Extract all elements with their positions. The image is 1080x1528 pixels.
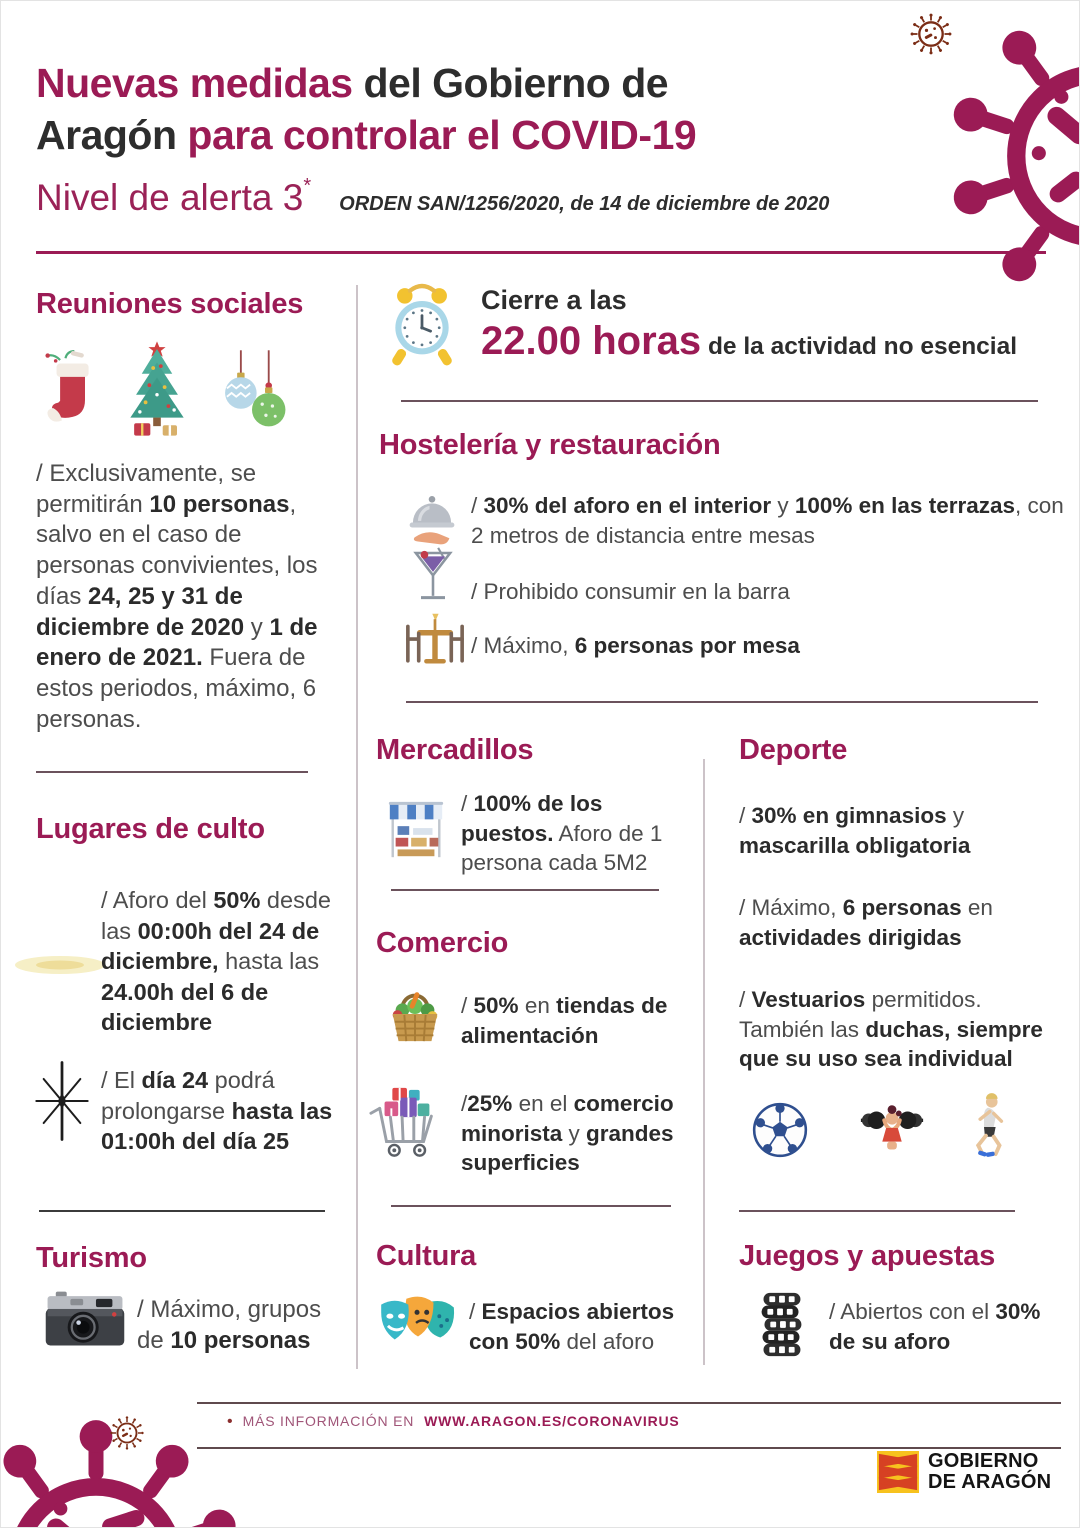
title-line-1 [36, 58, 696, 110]
christmas-icons-row [37, 339, 291, 439]
table-chairs-icon [397, 611, 473, 669]
section-title-deporte: Deporte [739, 734, 848, 766]
divider [391, 889, 659, 891]
header-rule [36, 251, 1046, 254]
christmas-ornaments-icon [213, 347, 291, 439]
logo-line-1: GOBIERNO [928, 1450, 1039, 1472]
title-accent-1: Nuevas medidas [36, 60, 353, 107]
cultura-item: / Espacios abiertos con 50% del aforo [469, 1299, 675, 1354]
turismo-item: / Máximo, grupos de 10 personas [137, 1296, 322, 1355]
bullet-icon: • [227, 1413, 233, 1430]
comercio-item-1: / 50% en tiendas de alimentación [461, 993, 668, 1048]
order-reference: ORDEN SAN/1256/2020, de 14 de diciembre de 2020 [339, 193, 830, 215]
alert-level: Nivel de alerta 3* [36, 175, 312, 218]
closure-line-2 [481, 319, 1017, 364]
serving-dish-icon [403, 487, 461, 553]
cocktail-icon [409, 545, 457, 609]
hosteleria-item-1: / 30% del aforo en el interior y 100% en las terrazas, con 2 metros de distancia entre mesas [471, 493, 1064, 548]
soccer-ball-icon [749, 1099, 811, 1161]
christmas-stocking-icon [37, 345, 101, 439]
christmas-tree-icon [117, 339, 197, 439]
logo-line-2: DE ARAGÓN [928, 1471, 1052, 1493]
closure-banner [481, 285, 1017, 364]
closure-time: 22.00 horas [481, 319, 702, 363]
footer-rule-bottom [197, 1447, 1061, 1449]
column-divider [703, 759, 705, 1365]
logo-text [928, 1451, 1051, 1493]
alert-level-row [36, 175, 829, 219]
section-title-hosteleria: Hostelería y restauración [379, 429, 721, 461]
coronavirus-small-icon [904, 7, 958, 61]
hosteleria-item-3: / Máximo, 6 personas por mesa [471, 633, 800, 658]
deporte-item-1: / 30% en gimnasios y mascarilla obligatoria [739, 803, 971, 858]
section-title-cultura: Cultura [376, 1240, 477, 1272]
closure-suffix: de la actividad no esencial [701, 333, 1018, 360]
footer-rule-top [197, 1402, 1061, 1404]
footer-info [227, 1413, 680, 1431]
comercio-item-2: /25% en el comercio minorista y grandes superficies [461, 1091, 674, 1176]
weightlifting-icon [857, 1095, 927, 1165]
divider [401, 400, 1038, 402]
theater-masks-icon [377, 1291, 459, 1353]
coronavirus-icon [943, 1, 1080, 311]
deporte-item-3: / Vestuarios permitidos. También las duchas, siempre que su uso sea individual [739, 987, 1043, 1072]
section-title-reuniones: Reuniones sociales [36, 288, 304, 320]
page-title [36, 58, 696, 161]
divider [406, 701, 1038, 703]
camera-icon [43, 1287, 127, 1351]
coronavirus-small-icon [105, 1411, 149, 1455]
section-title-turismo: Turismo [36, 1242, 147, 1274]
alarm-clock-icon [379, 283, 465, 369]
divider [391, 1205, 671, 1207]
juegos-item: / Abiertos con el 30% de su aforo [829, 1299, 1041, 1354]
reuniones-text: / Exclusivamente, se permitirán 10 personas, salvo en el caso de personas convivientes, los días 24, 25 y 31 de diciembre de 2020 y 1 de enero de 2021. Fuera de estos periodos, máximo, 6 personas. [36, 460, 318, 733]
column-divider [356, 285, 358, 1369]
market-stall-icon [384, 797, 448, 865]
section-title-culto: Lugares de culto [36, 813, 265, 845]
title-rest-2: Aragón [36, 112, 188, 159]
divider [739, 1210, 1015, 1212]
shopping-cart-icon [367, 1083, 445, 1161]
running-icon [953, 1091, 1015, 1163]
candle-glow-icon [11, 939, 109, 991]
section-title-comercio: Comercio [376, 927, 509, 959]
poker-chips-icon [753, 1289, 809, 1359]
section-title-mercadillos: Mercadillos [376, 734, 534, 766]
hosteleria-item-2: / Prohibido consumir en la barra [471, 579, 790, 604]
divider [36, 771, 308, 773]
title-accent-2: para controlar el COVID-19 [187, 112, 697, 159]
footer-info-prefix: MÁS INFORMACIÓN EN [242, 1413, 415, 1429]
title-rest-1: del Gobierno de [352, 60, 669, 107]
culto-item-2: / El día 24 podrá prolongarse hasta las 01:00h del día 25 [101, 1067, 333, 1155]
star-sparkle-icon [29, 1057, 95, 1145]
food-basket-icon [383, 983, 447, 1045]
title-line-2 [36, 110, 696, 162]
culto-item-1: / Aforo del 50% desde las 00:00h del 24 de diciembre, hasta las 24.00h del 6 de diciembre [101, 887, 331, 1036]
footer-info-url: WWW.ARAGON.ES/CORONAVIRUS [424, 1413, 680, 1429]
divider [39, 1210, 325, 1212]
closure-line-1: Cierre a las [481, 285, 627, 315]
mercadillos-item: / 100% de los puestos. Aforo de 1 persona cada 5M2 [461, 791, 663, 876]
aragon-government-logo [877, 1451, 1051, 1493]
section-title-juegos: Juegos y apuestas [739, 1240, 996, 1272]
aragon-flag-icon [877, 1451, 919, 1493]
deporte-item-2: / Máximo, 6 personas en actividades dirigidas [739, 895, 993, 950]
alert-asterisk: * [303, 175, 312, 197]
